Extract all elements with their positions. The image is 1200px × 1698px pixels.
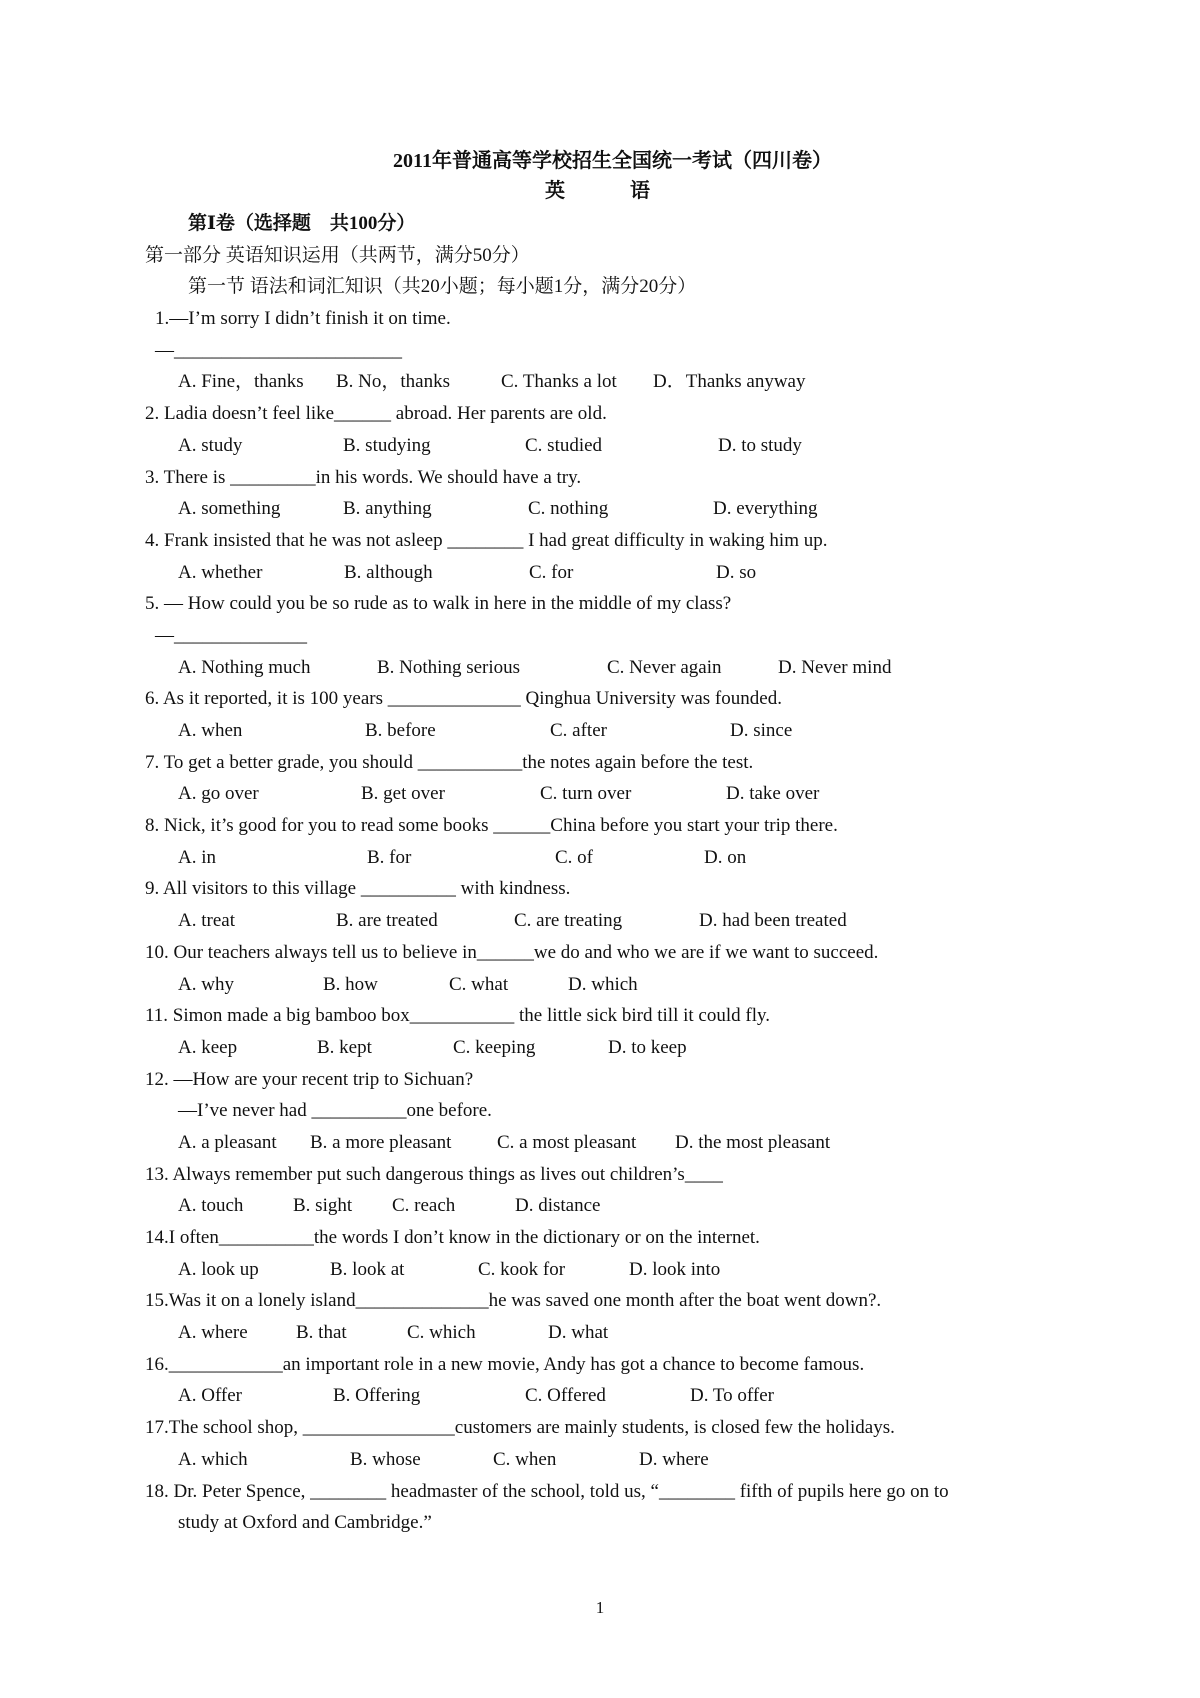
question-options: [145, 1317, 1105, 1349]
option-c[interactable]: C. are treating: [514, 910, 623, 932]
question-options: [145, 715, 1105, 747]
option-b[interactable]: B. although: [344, 561, 433, 583]
question-options: [145, 778, 1105, 810]
question-options: [145, 969, 1105, 1001]
option-d[interactable]: D．Thanks anyway: [653, 371, 806, 393]
question-answer-line: —________________________: [155, 339, 402, 361]
option-c[interactable]: C. Offered: [525, 1385, 606, 1407]
option-a[interactable]: A. touch: [178, 1195, 244, 1217]
option-c[interactable]: C. keeping: [453, 1036, 536, 1058]
question-stem: 10. Our teachers always tell us to believe in______we do and who we are if we want to succeed.: [145, 941, 879, 963]
question-stem: 18. Dr. Peter Spence, ________ headmaster of the school, told us, “________ fifth of pupils here go on to: [145, 1480, 949, 1502]
option-a[interactable]: A. where: [178, 1322, 248, 1344]
question-answer-line: —I’ve never had __________one before.: [178, 1100, 492, 1122]
option-d[interactable]: D. to keep: [608, 1036, 687, 1058]
option-d[interactable]: D. look into: [629, 1258, 721, 1280]
part-heading: 第一部分 英语知识运用（共两节，满分50分）: [145, 244, 530, 266]
option-a[interactable]: A. Offer: [178, 1385, 243, 1407]
exam-title: 2011年普通高等学校招生全国统一考试（四川卷）: [393, 150, 832, 172]
option-c[interactable]: C. of: [555, 846, 593, 868]
question-options: [145, 493, 1105, 525]
question-stem: 13. Always remember put such dangerous things as lives out children’s____: [145, 1163, 723, 1185]
option-c[interactable]: C. nothing: [528, 498, 609, 520]
option-c[interactable]: C. Thanks a lot: [501, 371, 617, 393]
option-a[interactable]: A. when: [178, 720, 243, 741]
question-options: [145, 366, 1105, 398]
option-d[interactable]: D. which: [568, 973, 638, 995]
exam-content: [145, 208, 1105, 1539]
question-options: [145, 557, 1105, 589]
question-options: [145, 1380, 1105, 1412]
option-c[interactable]: C. which: [407, 1322, 476, 1344]
option-a[interactable]: A. Nothing much: [178, 656, 311, 678]
question-stem: 7. To get a better grade, you should ___________the notes again before the test.: [145, 751, 754, 773]
question-options: [145, 652, 1105, 684]
option-a[interactable]: A. in: [178, 846, 216, 868]
option-b[interactable]: B. how: [323, 973, 378, 995]
option-b[interactable]: B. kept: [317, 1036, 372, 1058]
option-c[interactable]: C. for: [529, 561, 574, 583]
option-b[interactable]: B. a more pleasant: [310, 1131, 452, 1153]
option-d[interactable]: D. the most pleasant: [675, 1131, 831, 1153]
question-stem: 12. —How are your recent trip to Sichuan?: [145, 1068, 474, 1090]
question-stem: 16.____________an important role in a new movie, Andy has got a chance to become famous.: [145, 1353, 865, 1375]
option-d[interactable]: D. to study: [718, 434, 802, 456]
option-c[interactable]: C. what: [449, 973, 509, 995]
option-a[interactable]: A. why: [178, 973, 234, 995]
option-a[interactable]: A. whether: [178, 561, 263, 583]
question-options: [145, 430, 1105, 462]
option-d[interactable]: D. what: [548, 1322, 609, 1344]
option-a[interactable]: A. look up: [178, 1258, 259, 1280]
question-stem: 2. Ladia doesn’t feel like______ abroad. Her parents are old.: [145, 403, 607, 425]
volume-heading: 第Ⅰ卷（选择题 共100分）: [188, 213, 416, 234]
question-options: [145, 1127, 1105, 1159]
question-stem: 15.Was it on a lonely island______________he was saved one month after the boat went down?.: [145, 1290, 882, 1312]
option-b[interactable]: B. look at: [330, 1258, 405, 1280]
option-b[interactable]: B. Offering: [333, 1385, 421, 1407]
option-c[interactable]: C. after: [550, 720, 607, 741]
option-a[interactable]: A. which: [178, 1448, 248, 1470]
option-b[interactable]: B. studying: [343, 434, 431, 456]
option-a[interactable]: A. go over: [178, 783, 259, 805]
option-c[interactable]: C. when: [493, 1448, 557, 1470]
question-options: [145, 905, 1105, 937]
option-a[interactable]: A. treat: [178, 910, 235, 932]
question-options: [145, 1254, 1105, 1286]
subject-title: 英 语: [545, 180, 680, 202]
question-options: [145, 1032, 1105, 1064]
question-stem: 5. — How could you be so rude as to walk in here in the middle of my class?: [145, 593, 732, 615]
option-c[interactable]: C. kook for: [478, 1258, 566, 1280]
question-options: [145, 842, 1105, 874]
option-c[interactable]: C. turn over: [540, 783, 632, 805]
option-b[interactable]: B. before: [365, 720, 436, 741]
option-d[interactable]: D. Never mind: [778, 656, 892, 678]
question-stem: 6. As it reported, it is 100 years ______________ Qinghua University was founded.: [145, 688, 782, 710]
option-a[interactable]: A. Fine，thanks: [178, 371, 304, 393]
question-stem: 1.—I’m sorry I didn’t finish it on time.: [155, 308, 451, 330]
option-c[interactable]: C. reach: [392, 1195, 456, 1217]
option-d[interactable]: D. everything: [713, 498, 818, 520]
option-d[interactable]: D. distance: [515, 1195, 601, 1217]
question-options: [145, 1190, 1105, 1222]
option-a[interactable]: A. a pleasant: [178, 1131, 277, 1153]
option-d[interactable]: D. so: [716, 561, 757, 583]
question-stem: 14.I often__________the words I don’t know in the dictionary or on the internet.: [145, 1227, 760, 1248]
option-c[interactable]: C. Never again: [607, 656, 722, 678]
question-stem: 17.The school shop, ________________customers are mainly students, is closed few the holidays.: [145, 1417, 895, 1439]
option-d[interactable]: D. on: [704, 846, 747, 868]
question-stem: 8. Nick, it’s good for you to read some books ______China before you start your trip there.: [145, 815, 838, 837]
option-b[interactable]: B. Nothing serious: [377, 656, 521, 678]
option-b[interactable]: B. that: [296, 1322, 347, 1344]
option-b[interactable]: B. get over: [361, 783, 445, 805]
question-stem: 3. There is _________in his words. We should have a try.: [145, 466, 582, 488]
option-b[interactable]: B. are treated: [336, 910, 438, 932]
header: [0, 146, 1200, 206]
question-stem: 4. Frank insisted that he was not asleep ________ I had great difficulty in waking him up.: [145, 529, 828, 551]
option-c[interactable]: C. studied: [525, 434, 603, 456]
option-a[interactable]: A. something: [178, 498, 281, 520]
option-b[interactable]: B. whose: [350, 1448, 421, 1470]
option-d[interactable]: D. since: [730, 720, 793, 741]
question-stem: 9. All visitors to this village __________ with kindness.: [145, 878, 571, 900]
option-b[interactable]: B. anything: [343, 498, 432, 520]
question-continuation: study at Oxford and Cambridge.”: [178, 1512, 432, 1534]
question-options: [145, 1444, 1105, 1476]
option-a[interactable]: A. keep: [178, 1036, 238, 1058]
option-b[interactable]: B. sight: [293, 1195, 353, 1217]
option-d[interactable]: D. where: [639, 1448, 709, 1470]
question-answer-line: —______________: [155, 624, 307, 646]
section-heading: 第一节 语法和词汇知识（共20小题；每小题1分，满分20分）: [188, 276, 697, 298]
question-stem: 11. Simon made a big bamboo box___________ the little sick bird till it could fly.: [145, 1005, 770, 1027]
option-d[interactable]: D. take over: [726, 783, 820, 805]
option-d[interactable]: D. had been treated: [699, 910, 847, 932]
option-a[interactable]: A. study: [178, 434, 243, 456]
option-d[interactable]: D. To offer: [690, 1385, 774, 1407]
page-number: 1: [595, 1598, 605, 1617]
option-b[interactable]: B. No，thanks: [336, 371, 451, 393]
option-b[interactable]: B. for: [367, 846, 412, 868]
option-c[interactable]: C. a most pleasant: [497, 1131, 637, 1153]
